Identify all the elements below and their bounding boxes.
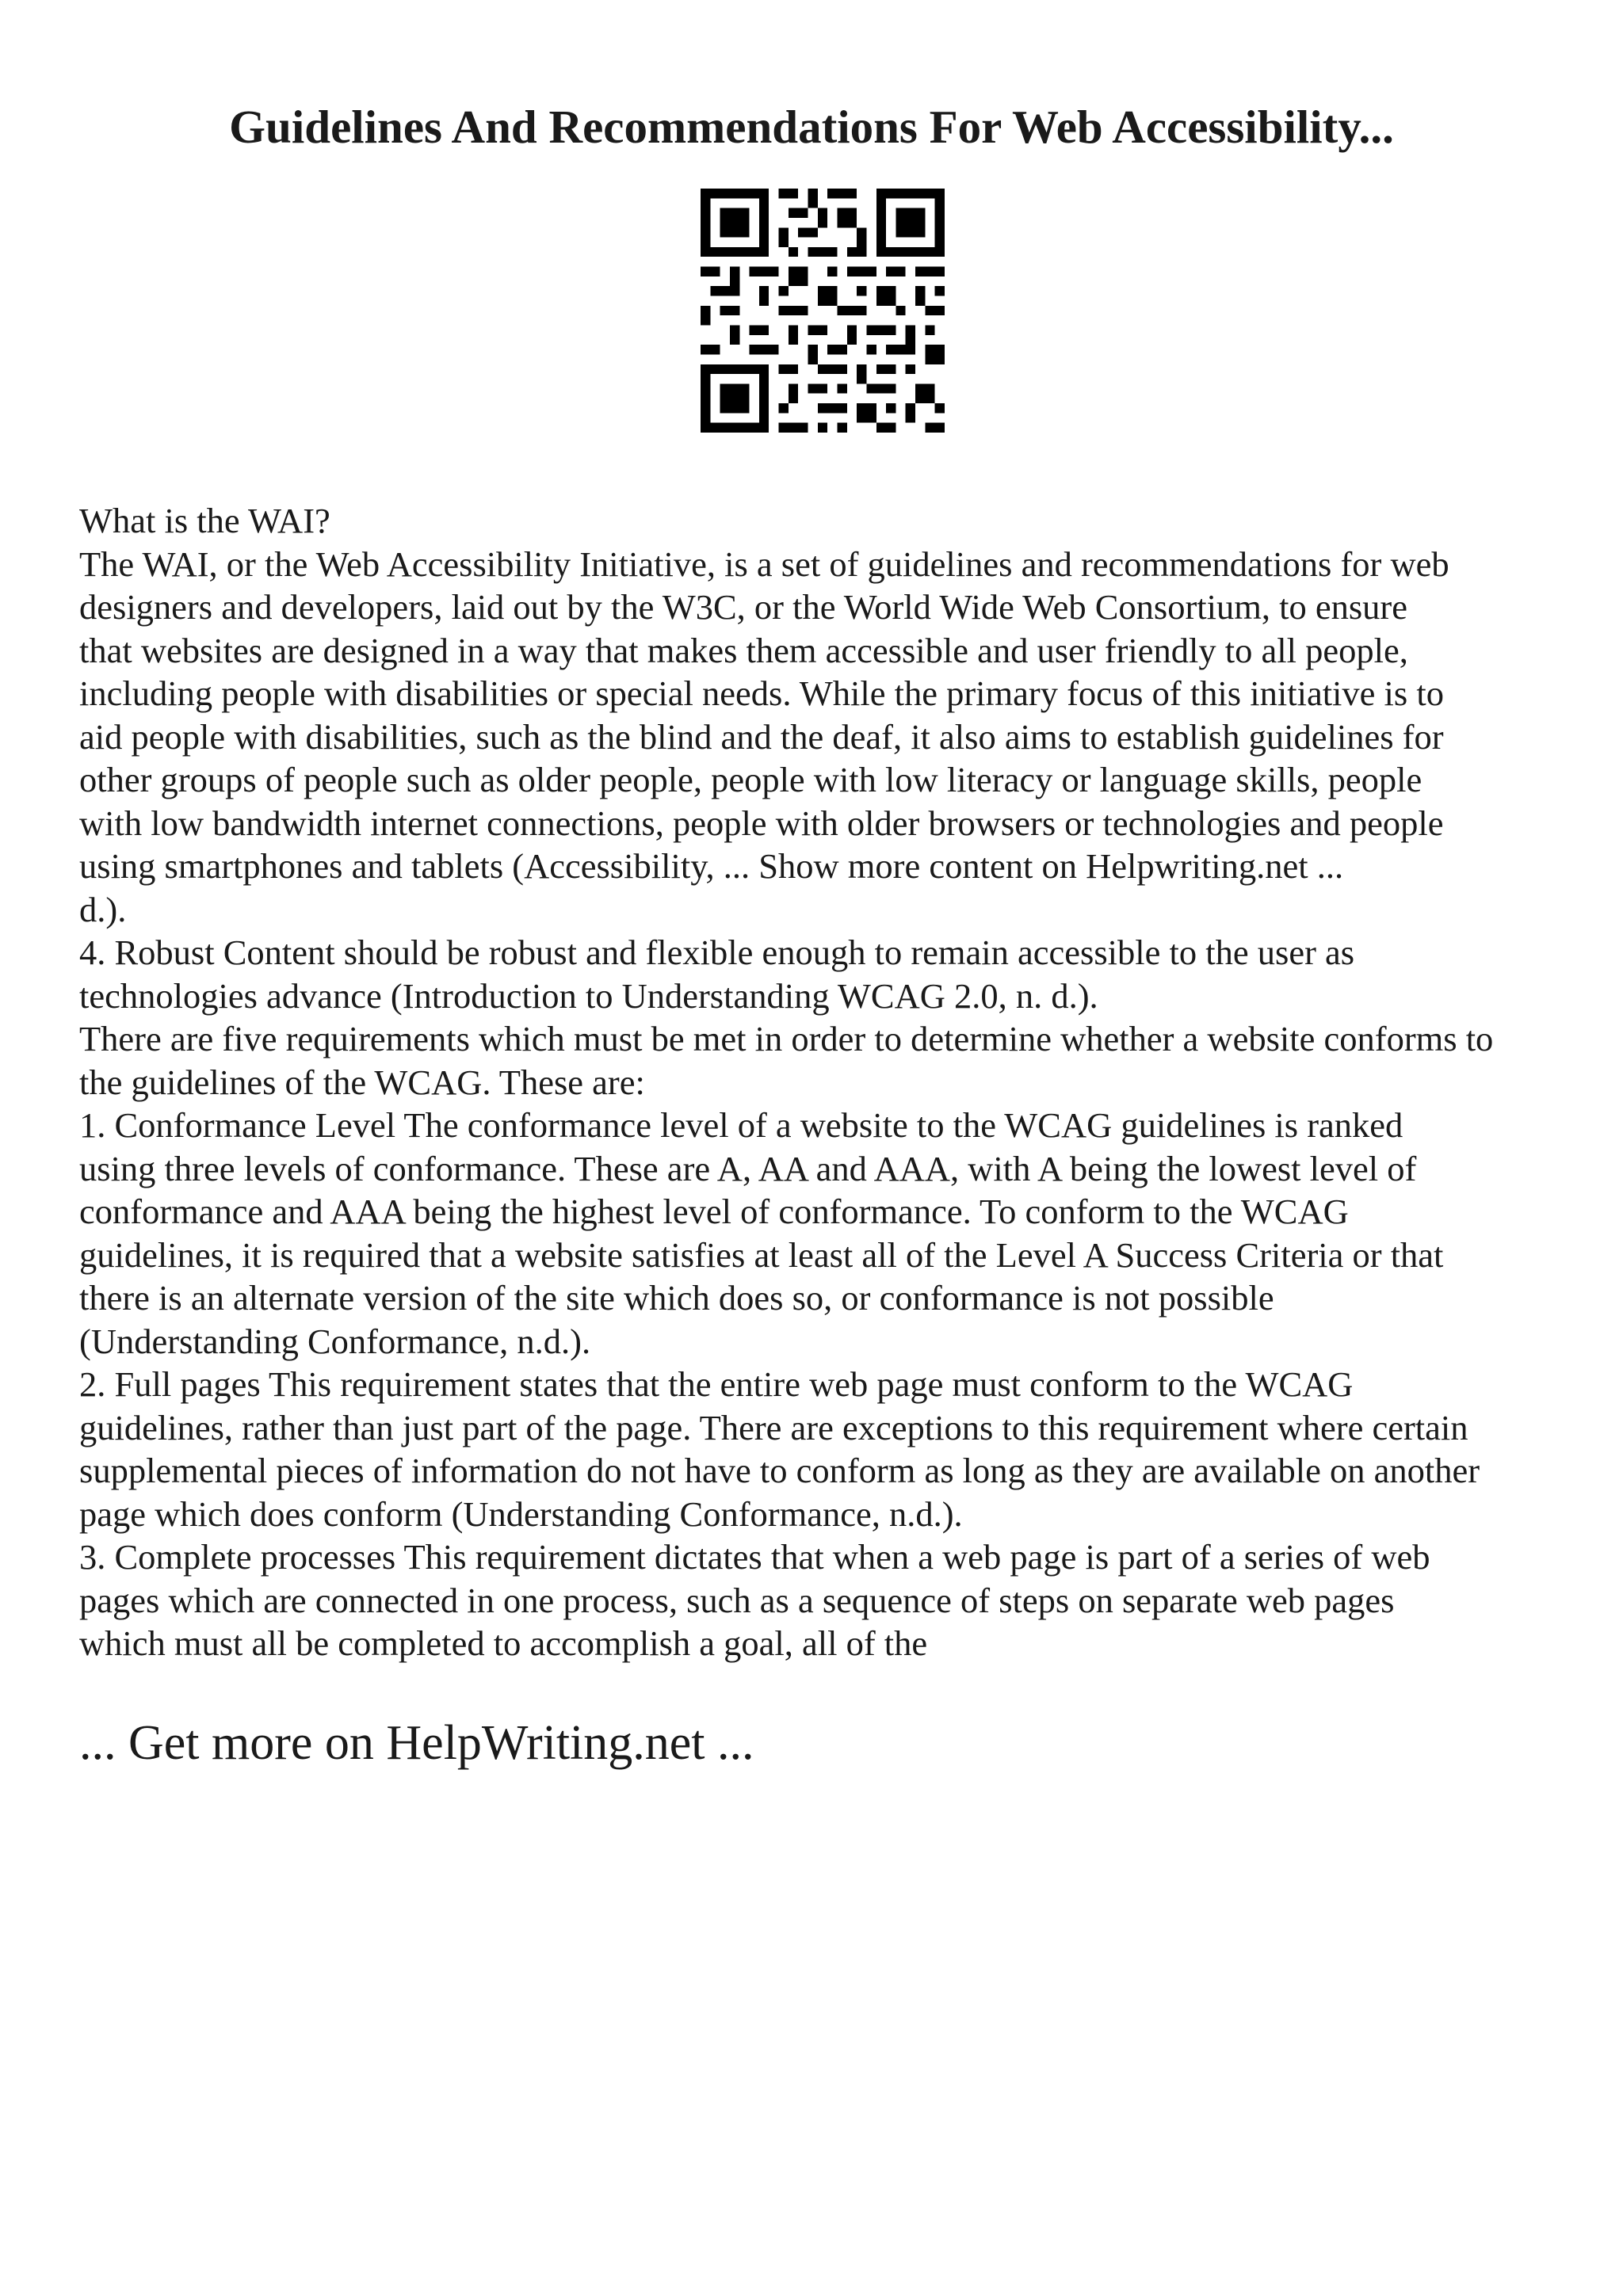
body-line: pages which are connected in one process, such as a sequence of steps on separate web pages bbox=[79, 1580, 1395, 1620]
body-line: including people with disabilities or special needs. While the primary focus of this initiative is to bbox=[79, 673, 1444, 713]
body-line: using smartphones and tablets (Accessibility, ... Show more content on Helpwriting.net ... bbox=[79, 846, 1344, 886]
body-line: 1. Conformance Level The conformance level of a website to the WCAG guidelines is ranked bbox=[79, 1105, 1403, 1145]
body-line: that websites are designed in a way that makes them accessible and user friendly to all people, bbox=[79, 630, 1408, 670]
body-line: conformance and AAA being the highest level of conformance. To conform to the WCAG bbox=[79, 1192, 1349, 1231]
body-line: guidelines, rather than just part of the page. There are exceptions to this requirement where certain bbox=[79, 1407, 1468, 1447]
body-line: guidelines, it is required that a website satisfies at least all of the Level A Success Criteria or that bbox=[79, 1234, 1444, 1275]
body-line: What is the WAI? bbox=[79, 501, 330, 540]
body-line: There are five requirements which must be met in order to determine whether a website conforms to bbox=[79, 1019, 1494, 1058]
body-line: supplemental pieces of information do not have to conform as long as they are available on another bbox=[79, 1451, 1480, 1490]
body-line: other groups of people such as older people, people with low literacy or language skills, people bbox=[79, 760, 1423, 799]
body-line: page which does conform (Understanding Conformance, n.d.). bbox=[79, 1493, 963, 1534]
body-line: there is an alternate version of the site which does so, or conformance is not possible bbox=[79, 1278, 1274, 1318]
body-line: The WAI, or the Web Accessibility Initiative, is a set of guidelines and recommendations for web bbox=[79, 543, 1449, 584]
body-line: using three levels of conformance. These are A, AA and AAA, with A being the lowest level of bbox=[79, 1148, 1417, 1188]
body-line: (Understanding Conformance, n.d.). bbox=[79, 1321, 591, 1361]
get-more-link[interactable]: ... Get more on HelpWriting.net ... bbox=[79, 1716, 754, 1770]
body-line: which must all be completed to accomplish a goal, all of the bbox=[79, 1623, 928, 1663]
body-line: aid people with disabilities, such as the blind and the deaf, it also aims to establish guidelines for bbox=[79, 716, 1444, 757]
body-line: 4. Robust Content should be robust and flexible enough to remain accessible to the user as bbox=[79, 933, 1355, 972]
body-line: 2. Full pages This requirement states that the entire web page must conform to the WCAG bbox=[79, 1364, 1354, 1404]
body-line: designers and developers, laid out by the W3C, or the World Wide Web Consortium, to ensure bbox=[79, 587, 1407, 627]
qr-code-icon[interactable] bbox=[701, 189, 945, 433]
body-line: technologies advance (Introduction to Understanding WCAG 2.0, n. d.). bbox=[79, 975, 1098, 1016]
body-line: d.). bbox=[79, 889, 127, 929]
document-title: Guidelines And Recommendations For Web Accessibility... bbox=[229, 101, 1394, 153]
body-line: 3. Complete processes This requirement dictates that when a web page is part of a series of web bbox=[79, 1537, 1430, 1577]
body-line: with low bandwidth internet connections, people with older browsers or technologies and people bbox=[79, 803, 1444, 843]
article-body bbox=[79, 499, 1585, 1665]
body-line: the guidelines of the WCAG. These are: bbox=[79, 1062, 645, 1102]
